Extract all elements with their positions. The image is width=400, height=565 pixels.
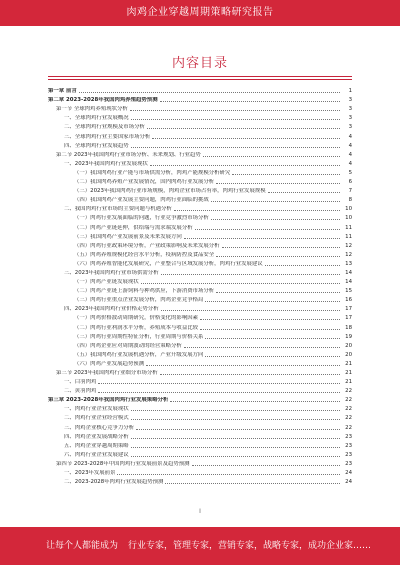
- dot-leader: [268, 192, 340, 193]
- toc-entry-page: 7: [348, 188, 352, 195]
- toc-entry[interactable]: [48, 268, 352, 277]
- toc-entry[interactable]: [48, 177, 352, 186]
- toc-entry-text: 二、全球肉鸡行业规模及市场分析: [64, 124, 145, 131]
- toc-entry[interactable]: [48, 259, 352, 268]
- toc-entry-text: 三、肉鸡企业核心竞争力分析: [64, 424, 135, 431]
- toc-entry[interactable]: [48, 468, 352, 477]
- dot-leader: [79, 92, 340, 93]
- toc-entry[interactable]: [48, 204, 352, 213]
- toc-entry-text: （六）肉鸡养殖智能化发展研究，产业整合与区域发展分析，肉鸡行业发展建议: [74, 260, 263, 267]
- toc-entry-text: 一、全球肉鸡行业发展概况: [64, 115, 129, 122]
- toc-entry-page: 8: [348, 197, 352, 204]
- toc-entry-page: 4: [348, 133, 352, 140]
- dot-leader: [98, 392, 340, 393]
- toc-heading: 内容目录: [171, 56, 228, 71]
- toc-entry[interactable]: [48, 477, 352, 486]
- toc-entry[interactable]: [48, 222, 352, 231]
- toc-entry-page: 18: [345, 324, 352, 331]
- dot-leader: [160, 374, 340, 375]
- toc-entry[interactable]: [48, 104, 352, 113]
- dot-leader: [184, 347, 340, 348]
- toc-entry-page: 11: [345, 233, 352, 240]
- toc-entry-page: 22: [345, 424, 352, 431]
- document-header: [0, 0, 400, 26]
- toc-entry[interactable]: [48, 441, 352, 450]
- dot-leader: [216, 292, 340, 293]
- dot-leader: [130, 110, 340, 111]
- toc-entry-text: 第三节 2023年我国肉鸡行业细分市场分析: [56, 370, 158, 376]
- dot-leader: [200, 329, 340, 330]
- toc-entry-text: 二、黄羽肉鸡: [64, 388, 97, 395]
- dot-leader: [203, 156, 340, 157]
- toc-entry[interactable]: [48, 386, 352, 395]
- toc-entry-text: （一）肉鸡产业链发展现状: [74, 279, 139, 286]
- toc-entry[interactable]: [48, 368, 352, 377]
- dot-leader: [211, 219, 340, 220]
- toc-entry-page: 22: [345, 388, 352, 395]
- toc-entry[interactable]: [48, 131, 352, 140]
- toc-entry[interactable]: [48, 377, 352, 386]
- toc-entry[interactable]: [48, 295, 352, 304]
- toc-entry-text: 第三章 2023-2028年我国肉鸡行业发展策略分析: [48, 397, 169, 404]
- toc-entry-page: 14: [345, 269, 352, 276]
- toc-entry-page: 21: [345, 379, 352, 386]
- dot-leader: [147, 128, 340, 129]
- toc-entry[interactable]: [48, 332, 352, 341]
- toc-entry-page: 10: [345, 215, 352, 222]
- dot-leader: [131, 419, 340, 420]
- dot-leader: [184, 238, 340, 239]
- toc-entry-page: 24: [345, 479, 352, 486]
- toc-entry-text: 一、肉鸡行业企业发展现状: [64, 406, 129, 413]
- dot-leader: [216, 256, 340, 257]
- toc-entry-text: 第一章 前言: [48, 88, 77, 95]
- footer-slogan-left: 让每个人都能成为: [46, 541, 119, 551]
- toc-entry-text: （六）肉鸡产业发展趋势预测: [74, 360, 145, 367]
- dot-leader: [205, 338, 340, 339]
- dot-leader: [160, 101, 340, 102]
- toc-entry-text: （三）2023年我国肉鸡行业市场规模，肉鸡企业市场占有率，肉鸡行业发展规模: [74, 188, 266, 195]
- table-of-contents: [48, 86, 352, 486]
- toc-entry-page: 11: [345, 224, 352, 231]
- toc-entry[interactable]: [48, 186, 352, 195]
- dot-leader: [222, 247, 340, 248]
- dot-leader: [174, 210, 340, 211]
- dot-leader: [170, 401, 340, 402]
- toc-entry[interactable]: [48, 322, 352, 331]
- toc-entry[interactable]: [48, 450, 352, 459]
- toc-entry-text: （二）肉鸡产业链延伸，供给端与需求端发展分析: [74, 224, 193, 231]
- toc-entry-text: （五）我国肉鸡行业发展机遇分析，产业升级发展方向: [74, 351, 204, 358]
- toc-entry[interactable]: [48, 159, 352, 168]
- toc-entry[interactable]: [48, 232, 352, 241]
- toc-entry-page: 22: [345, 415, 352, 422]
- toc-entry-text: 二、我国肉鸡行业市场的主要问题与机遇分析: [64, 206, 172, 213]
- toc-entry[interactable]: [48, 313, 352, 322]
- toc-entry-page: 13: [345, 260, 352, 267]
- toc-entry-text: 二、2023-2028年肉鸡行业发展趋势预测: [64, 479, 164, 486]
- toc-entry-page: 4: [348, 160, 352, 167]
- toc-entry-text: （五）肉鸡养殖规模化经营水平分析，疫病防控及食品安全: [74, 251, 215, 258]
- toc-entry-page: 17: [345, 315, 352, 322]
- toc-entry-page: 17: [345, 306, 352, 313]
- toc-entry-text: （一）肉鸡价格波动周期研究，价格变化的影响因素: [74, 315, 198, 322]
- dot-leader: [265, 265, 340, 266]
- toc-entry-text: 一、白羽肉鸡: [64, 379, 97, 386]
- dot-leader: [131, 438, 340, 439]
- toc-entry-text: 第一节 全球肉鸡养殖现状分析: [56, 106, 128, 113]
- document-footer: [0, 527, 400, 565]
- toc-entry[interactable]: [48, 122, 352, 131]
- toc-entry-page: 22: [345, 406, 352, 413]
- page-number: I: [199, 508, 201, 515]
- toc-entry-text: 六、肉鸡行业企业发展建议: [64, 451, 129, 458]
- toc-entry-page: 23: [345, 433, 352, 440]
- dot-leader: [131, 410, 340, 411]
- toc-entry-text: 四、肉鸡企业发展战略分析: [64, 433, 129, 440]
- toc-entry-page: 15: [345, 288, 352, 295]
- toc-entry-page: 3: [348, 97, 352, 104]
- toc-entry-page: 1: [348, 88, 352, 95]
- toc-entry[interactable]: [48, 168, 352, 177]
- toc-entry-text: （二）肉鸡行业利润水平分析，养殖成本与收益比较: [74, 324, 198, 331]
- toc-entry-page: 10: [345, 206, 352, 213]
- toc-entry[interactable]: [48, 432, 352, 441]
- dot-leader: [211, 201, 340, 202]
- toc-entry-text: 四、2023年我国肉鸡行业价格走势分析: [64, 306, 159, 313]
- dot-leader: [165, 483, 340, 484]
- toc-entry[interactable]: [48, 304, 352, 313]
- dot-leader: [136, 429, 340, 430]
- dot-leader: [192, 465, 340, 466]
- dot-leader: [131, 147, 340, 148]
- toc-entry-page: 14: [345, 279, 352, 286]
- toc-entry-page: 16: [345, 297, 352, 304]
- toc-entry[interactable]: [48, 277, 352, 286]
- toc-entry[interactable]: [48, 213, 352, 222]
- toc-entry-text: （一）肉鸡行业发展面临的问题，行业竞争激烈市场分析: [74, 215, 209, 222]
- toc-entry[interactable]: [48, 359, 352, 368]
- toc-entry[interactable]: [48, 459, 352, 468]
- dot-leader: [205, 301, 340, 302]
- toc-entry-page: 23: [345, 442, 352, 449]
- toc-entry-text: （四）肉鸡企业应对周期波动的经营策略分析: [74, 342, 182, 349]
- toc-entry-text: （四）我国肉鸡产业发展主要问题，肉鸡行业面临的挑战: [74, 197, 209, 204]
- dot-leader: [131, 119, 340, 120]
- toc-entry-page: 3: [348, 115, 352, 122]
- toc-entry-text: 二、肉鸡行业企业经营模式: [64, 415, 129, 422]
- toc-entry-page: 20: [345, 342, 352, 349]
- toc-entry-page: 21: [345, 370, 352, 376]
- toc-entry[interactable]: [48, 404, 352, 413]
- toc-entry-page: 22: [345, 397, 352, 404]
- toc-entry-page: 12: [345, 251, 352, 258]
- dot-leader: [131, 447, 340, 448]
- toc-entry-page: 23: [345, 460, 352, 467]
- toc-entry-page: 4: [348, 151, 352, 158]
- report-title: 肉鸡企业穿越周期策略研究报告: [126, 7, 274, 18]
- toc-entry-page: 24: [345, 470, 352, 477]
- toc-entry-text: （二）肉鸡产业链上游饲料与种鸡供应，下游消费市场分析: [74, 288, 215, 295]
- dot-leader: [161, 310, 340, 311]
- toc-entry-page: 12: [345, 242, 352, 249]
- toc-entry[interactable]: [48, 422, 352, 431]
- dot-leader: [200, 319, 340, 320]
- toc-entry-text: 三、2023年我国肉鸡行业市场供需分析: [64, 269, 159, 276]
- dot-leader: [152, 138, 340, 139]
- toc-entry-text: （四）肉鸡行业政策环境分析，产业政策影响及未来发展分析: [74, 242, 220, 249]
- toc-entry[interactable]: [48, 195, 352, 204]
- toc-entry[interactable]: [48, 286, 352, 295]
- toc-entry-text: （二）我国肉鸡养殖产业发展情况，国内肉鸡行业发展分析: [74, 179, 215, 186]
- toc-entry-page: 3: [348, 106, 352, 113]
- toc-entry[interactable]: [48, 141, 352, 150]
- toc-entry-text: 五、肉鸡企业穿越周期策略: [64, 442, 129, 449]
- toc-entry[interactable]: [48, 241, 352, 250]
- toc-entry-text: 第四节 2023-2028年中国肉鸡行业发展前景及趋势预测: [56, 460, 190, 467]
- divider: [48, 76, 352, 77]
- dot-leader: [205, 356, 340, 357]
- toc-entry-text: 第二节 2023年我国肉鸡行业市场分析、未来规划、行业趋势: [56, 151, 201, 158]
- footer-slogan-right: 行业专家，管理专家，营销专家，战略专家，成功企业家……: [128, 541, 372, 551]
- toc-entry[interactable]: [48, 95, 352, 104]
- toc-entry[interactable]: [48, 395, 352, 404]
- toc-entry-page: 4: [348, 142, 352, 149]
- toc-entry-page: 3: [348, 124, 352, 131]
- toc-entry-text: 第二章 2023-2028年我国肉鸡养殖趋势预测: [48, 97, 158, 104]
- dot-leader: [216, 183, 340, 184]
- dot-leader: [141, 283, 340, 284]
- toc-entry-text: 三、全球肉鸡行业主要国家市场分析: [64, 133, 151, 140]
- toc-entry-page: 23: [345, 451, 352, 458]
- toc-entry-text: 一、2023年我国肉鸡行业发展现状: [64, 160, 148, 167]
- toc-entry-page: 21: [345, 360, 352, 367]
- dot-leader: [98, 383, 340, 384]
- toc-entry[interactable]: [48, 113, 352, 122]
- toc-entry-page: 6: [348, 179, 352, 186]
- dot-leader: [117, 474, 340, 475]
- dot-leader: [161, 274, 340, 275]
- dot-leader: [232, 174, 340, 175]
- toc-entry[interactable]: [48, 86, 352, 95]
- dot-leader: [195, 229, 340, 230]
- toc-entry-page: 20: [345, 351, 352, 358]
- toc-entry-text: （三）肉鸡行业重点企业发展分析，肉鸡企业竞争格局: [74, 297, 204, 304]
- toc-entry[interactable]: [48, 150, 352, 159]
- toc-entry-text: 一、2023年发展前景: [64, 470, 116, 477]
- toc-entry[interactable]: [48, 350, 352, 359]
- toc-entry-text: （三）肉鸡行业周期性特征分析，行业周期与价格关系: [74, 333, 204, 340]
- divider: [48, 79, 352, 80]
- toc-entry[interactable]: [48, 413, 352, 422]
- dot-leader: [146, 365, 340, 366]
- toc-entry-text: 四、全球肉鸡行业发展趋势: [64, 142, 129, 149]
- dot-leader: [131, 456, 340, 457]
- toc-entry[interactable]: [48, 341, 352, 350]
- dot-leader: [150, 165, 340, 166]
- toc-entry-text: （三）我国肉鸡产业发展前景及未来发展方向: [74, 233, 182, 240]
- toc-entry-page: 5: [348, 169, 352, 176]
- toc-entry-text: （一）我国肉鸡行业产能与市场供需分析，肉鸡产能规模分析研究: [74, 169, 231, 176]
- toc-entry-page: 19: [345, 333, 352, 340]
- toc-entry[interactable]: [48, 250, 352, 259]
